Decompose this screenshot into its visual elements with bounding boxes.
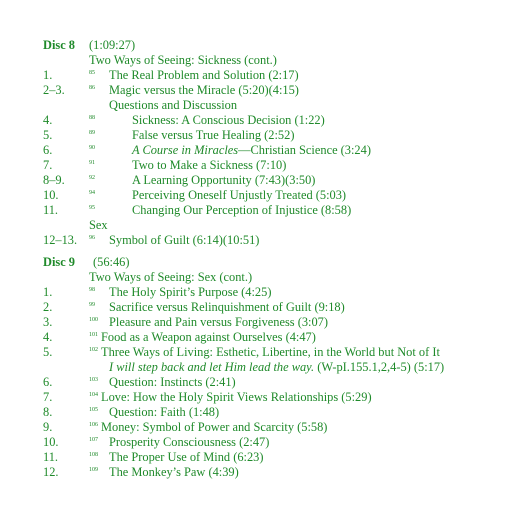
list-item [89,83,299,101]
footnote-ref: 99 [89,302,95,308]
footnote-ref: 94 [89,190,95,196]
item-number: 10. [43,188,59,202]
item-number: 3. [43,315,53,329]
footnote-ref: 96 [89,235,95,241]
list-item [89,465,239,483]
footnote-ref: 100 [89,317,98,323]
footnote-ref: 104 [89,392,98,398]
item-title: Changing Our Perception of Injustice (8:58) [132,203,352,217]
disc-8-duration: (1:09:27) [89,38,136,52]
item-title: Question: Instincts (2:41) [109,375,236,389]
item-title: Pleasure and Pain versus Forgiveness (3:07) [109,315,328,329]
footnote-ref: 91 [89,160,95,166]
item-number: 5. [43,345,53,359]
quote-text: I will step back and let Him lead the way. [109,360,315,374]
list-item-continuation [109,360,444,375]
item-title: The Proper Use of Mind (6:23) [109,450,264,464]
item-number: 2–3. [43,83,65,97]
item-number: 5. [43,128,53,142]
footnote-ref: 103 [89,377,98,383]
item-number: 7. [43,390,53,404]
subsection-heading: Questions and Discussion [109,98,238,112]
list-item [89,233,260,251]
item-number: 12. [43,465,59,479]
item-title: Sickness: A Conscious Decision (1:22) [132,113,325,127]
item-title: The Monkey’s Paw (4:39) [109,465,239,479]
footnote-ref: 88 [89,115,95,121]
footnote-ref: 89 [89,130,95,136]
item-number: 10. [43,435,59,449]
section-heading-sex: Sex [89,218,108,232]
disc-8-heading: Disc 8 [43,38,76,52]
item-title: The Real Problem and Solution (2:17) [109,68,299,82]
item-number: 1. [43,285,53,299]
item-number: 8. [43,405,53,419]
disc-9-heading: Disc 9 [43,255,76,269]
item-title: False versus True Healing (2:52) [132,128,295,142]
list-item [89,345,440,363]
item-number: 11. [43,203,59,217]
book-title: A Course in Miracles [132,143,239,157]
item-number: 7. [43,158,53,172]
citation-text: (W-pI.155.1,2,4-5) (5:17) [314,360,445,374]
item-title-rest: —Christian Science (3:24) [238,143,371,157]
section-heading: Two Ways of Seeing: Sickness (cont.) [89,53,277,67]
item-title: Question: Faith (1:48) [109,405,220,419]
item-number: 6. [43,375,53,389]
footnote-ref: 95 [89,205,95,211]
item-number: 11. [43,450,59,464]
section-heading: Two Ways of Seeing: Sex (cont.) [89,270,253,284]
item-title: Symbol of Guilt (6:14)(10:51) [109,233,260,247]
item-title: Food as a Weapon against Ourselves (4:47) [101,330,316,344]
item-title: Two to Make a Sickness (7:10) [132,158,287,172]
footnote-ref: 92 [89,175,95,181]
item-number: 2. [43,300,53,314]
footnote-ref: 98 [89,287,95,293]
item-number: 6. [43,143,53,157]
footnote-ref: 102 [89,347,98,353]
footnote-ref: 86 [89,85,95,91]
item-number: 8–9. [43,173,65,187]
item-title: A Learning Opportunity (7:43)(3:50) [132,173,316,187]
footnote-ref: 108 [89,452,98,458]
item-title: The Holy Spirit’s Purpose (4:25) [109,285,272,299]
item-number: 9. [43,420,53,434]
item-title: Perceiving Oneself Unjustly Treated (5:03) [132,188,347,202]
footnote-ref: 109 [89,467,98,473]
item-title: Magic versus the Miracle (5:20)(4:15) [109,83,299,97]
disc-9-duration: (56:46) [93,255,130,269]
item-number: 1. [43,68,53,82]
footnote-ref: 105 [89,407,98,413]
item-title: Love: How the Holy Spirit Views Relationships (5:29) [101,390,372,404]
footnote-ref: 101 [89,332,98,338]
item-number: 4. [43,113,53,127]
item-number: 4. [43,330,53,344]
item-title: Sacrifice versus Relinquishment of Guilt (9:18) [109,300,345,314]
footnote-ref: 106 [89,422,98,428]
footnote-ref: 85 [89,70,95,76]
item-title [132,143,371,158]
footnote-ref: 107 [89,437,98,443]
item-number: 12–13. [43,233,78,247]
item-title: Money: Symbol of Power and Scarcity (5:58) [101,420,328,434]
footnote-ref: 90 [89,145,95,151]
item-title: Three Ways of Living: Esthetic, Libertine, in the World but Not of It [101,345,440,359]
item-title: Prosperity Consciousness (2:47) [109,435,270,449]
